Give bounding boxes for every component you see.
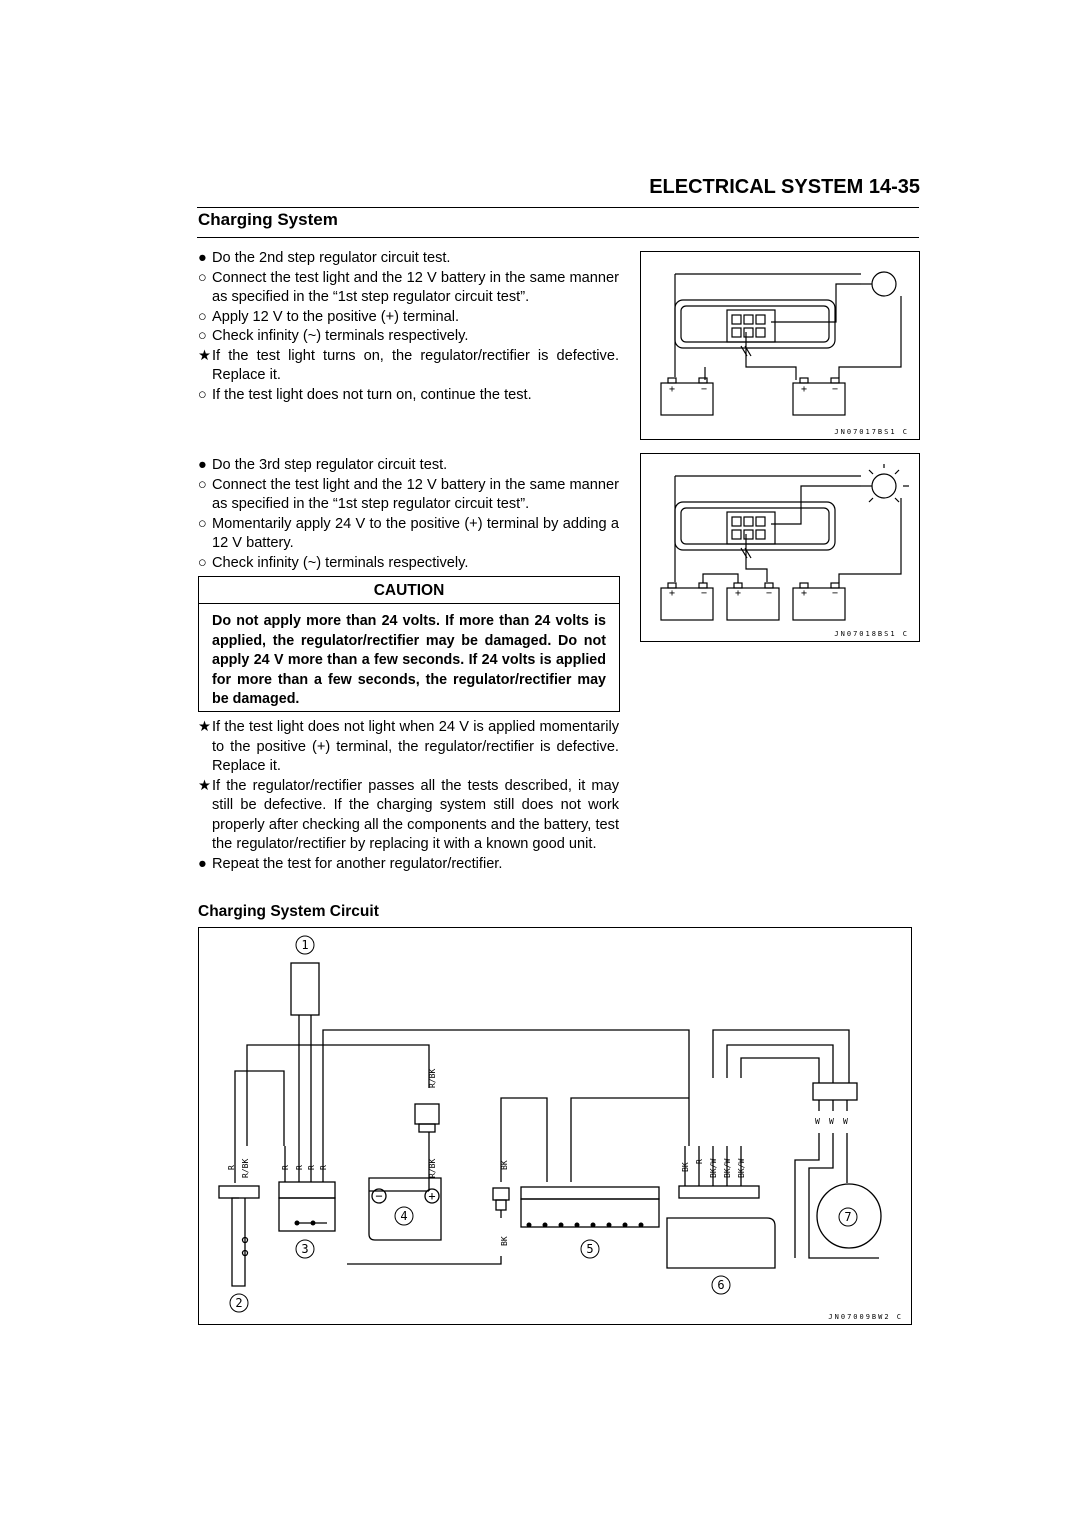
wire-label: R	[695, 1159, 704, 1164]
figure-test-3rd-step	[640, 453, 920, 642]
list-item: ○ Check infinity (~) terminals respectively.	[198, 327, 619, 347]
circuit-title: Charging System Circuit	[198, 903, 379, 920]
wire-label: R/BK	[241, 1158, 250, 1178]
wire-label: R	[307, 1165, 316, 1170]
callout-6: 6	[717, 1278, 725, 1292]
bullet-mark: ○	[198, 386, 207, 403]
battery-plus-label: +	[735, 588, 742, 599]
caution-text: Do not apply more than 24 volts. If more than 24 volts is applied, the regulator/rectifier may be damaged. Do not apply 24 V more than a few seconds. If 24 volts is applied for more than a few seconds, the regulator/rectifier may be damaged.	[212, 613, 606, 707]
bullet-mark: ○	[198, 515, 207, 532]
bullet-mark: ●	[198, 457, 207, 473]
list-item: ○ Momentarily apply 24 V to the positive (+) terminal by adding a 12 V battery.	[198, 515, 619, 551]
section-rule	[197, 237, 919, 238]
battery-minus-label: −	[832, 588, 839, 599]
list-item: ○ Check infinity (~) terminals respectively.	[198, 554, 619, 574]
section-title: Charging System	[198, 210, 338, 229]
callout-7: 7	[844, 1210, 852, 1224]
battery-minus-label: −	[701, 588, 708, 599]
list-item: ○ Apply 12 V to the positive (+) terminal.	[198, 308, 619, 328]
header-rule	[197, 207, 919, 208]
wire-label: W	[843, 1117, 848, 1126]
wire-label: R/BK	[428, 1068, 437, 1088]
figure-code: JN07018BS1 C	[834, 630, 909, 638]
list-item: ○ If the test light does not turn on, continue the test.	[198, 386, 619, 406]
callout-2: 2	[235, 1296, 243, 1310]
bullet-mark: ★	[198, 719, 212, 735]
list-item: ★ If the test light does not light when 24 V is applied momentarily to the positive (+) terminal, the regulator/rectifier is defective. Replace it.	[198, 719, 619, 774]
callout-3: 3	[301, 1242, 309, 1256]
circuit-drawing	[199, 928, 911, 1324]
wire-label: BK/W	[723, 1158, 732, 1178]
battery-minus-label: −	[375, 1189, 383, 1203]
bullet-mark: ●	[198, 855, 207, 872]
battery-minus-label: −	[832, 384, 839, 395]
bullet-mark: ○	[198, 328, 207, 344]
bullet-mark: ★	[198, 347, 212, 364]
figure-1-drawing	[641, 252, 919, 439]
battery-plus-label: +	[801, 384, 808, 395]
page-header: ELECTRICAL SYSTEM 14-35	[649, 176, 920, 198]
list-item: ○ Connect the test light and the 12 V battery in the same manner as specified in the “1st step regulator circuit test”.	[198, 476, 619, 512]
battery-plus-label: +	[669, 588, 676, 599]
wire-label: BK/W	[709, 1158, 718, 1178]
text-block-1	[198, 249, 619, 405]
list-item: ○ Connect the test light and the 12 V battery in the same manner as specified in the “1st step regulator circuit test”.	[198, 269, 619, 305]
callout-5: 5	[586, 1242, 594, 1256]
bullet-mark: ○	[198, 308, 207, 325]
figure-2-drawing	[641, 454, 919, 641]
wire-label: R	[319, 1165, 328, 1170]
figure-test-2nd-step	[640, 251, 920, 440]
wire-label: BK	[500, 1236, 509, 1246]
battery-plus-label: +	[669, 384, 676, 395]
callout-1: 1	[301, 938, 309, 952]
wire-label: BK	[500, 1160, 509, 1170]
bullet-mark: ★	[198, 777, 212, 794]
caution-box	[198, 576, 620, 712]
list-item: ★ If the regulator/rectifier passes all the tests described, it may still be defective. If the charging system still does not work properly after checking all the components and the battery, test the regulator/rectifier by replacing it with a known good unit.	[198, 777, 619, 852]
text-block-3	[198, 718, 619, 874]
bullet-mark: ○	[198, 554, 207, 571]
bullet-mark: ○	[198, 269, 207, 286]
wire-label: W	[815, 1117, 820, 1126]
bullet-mark: ○	[198, 476, 207, 493]
figure-code: JN07017BS1 C	[834, 428, 909, 436]
text-block-2	[198, 456, 619, 573]
wire-label: R/BK	[428, 1158, 437, 1178]
battery-minus-label: −	[766, 588, 773, 599]
list-item: ● Do the 3rd step regulator circuit test.	[198, 456, 619, 476]
wire-label: R	[227, 1165, 236, 1170]
figure-code: JN07009BW2 C	[828, 1313, 903, 1321]
wire-label: R	[295, 1165, 304, 1170]
list-item: ★ If the test light turns on, the regulator/rectifier is defective. Replace it.	[198, 347, 619, 383]
battery-minus-label: −	[701, 384, 708, 395]
bullet-mark: ●	[198, 250, 207, 266]
list-item: ● Do the 2nd step regulator circuit test.	[198, 249, 619, 269]
list-item: ● Repeat the test for another regulator/rectifier.	[198, 855, 619, 875]
wire-label: BK/W	[737, 1158, 746, 1178]
battery-plus-label: +	[428, 1189, 436, 1203]
callout-4: 4	[400, 1209, 408, 1223]
battery-plus-label: +	[801, 588, 808, 599]
wire-label: BK	[681, 1162, 690, 1172]
charging-circuit-diagram	[198, 927, 912, 1325]
wire-label: R	[281, 1165, 290, 1170]
wire-label: W	[829, 1117, 834, 1126]
caution-heading: CAUTION	[199, 577, 619, 604]
